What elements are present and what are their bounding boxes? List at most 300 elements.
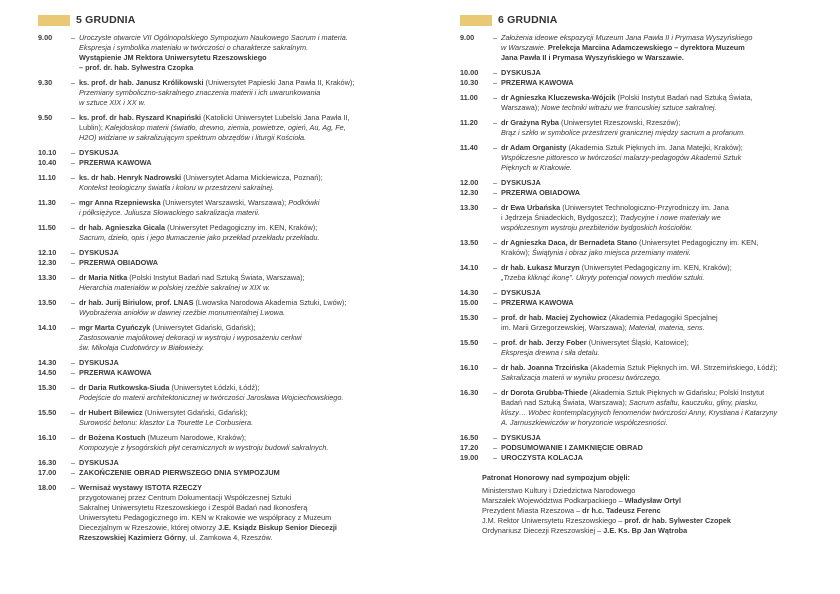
schedule-entry: [460, 263, 840, 283]
bold-text: dr hab. Agnieszka Gicala: [79, 223, 166, 232]
italic-text: w sztuce XIX i XX w.: [79, 98, 146, 107]
text-line: [501, 263, 840, 273]
schedule-entry: [38, 433, 423, 453]
text-segment: im. Marii Grzegorzewskiej, Warszawa);: [501, 323, 629, 332]
text-line: [501, 418, 840, 428]
bold-text: Prelekcja Marcina Adamczewskiego – dyrektora Muzeum: [547, 43, 745, 52]
text-line: [79, 493, 423, 503]
text-line: [79, 158, 423, 168]
text-line: [79, 133, 423, 143]
entry-time: 9.50: [38, 113, 53, 122]
bold-text: ks. dr hab. Henryk Nadrowski: [79, 173, 182, 182]
schedule-entry: [460, 33, 840, 63]
schedule-entry: [38, 258, 423, 268]
text-segment: J.M. Rektor Uniwersytetu Rzeszowskiego –: [482, 516, 625, 525]
italic-text: Podejście do materii architektonicznej w twórczości Jarosława Wojciechowskiego.: [79, 393, 344, 402]
text-line: [79, 258, 423, 268]
day-2-entries: [460, 33, 840, 463]
text-line: [79, 223, 423, 233]
bold-text: dr Agnieszka Daca, dr Bernadeta Stano: [501, 238, 637, 247]
schedule-entry: [460, 338, 840, 358]
italic-text: Surowość betonu: klasztor La Tourette Le Corbusiera.: [79, 418, 254, 427]
entry-time: 12.30: [38, 258, 57, 267]
entry-time: 10.40: [38, 158, 57, 167]
bold-text: ks. prof. dr hab. Ryszard Knapiński: [79, 113, 202, 122]
text-segment: (Uniwersytet Papieski Jana Pawła II, Kraków);: [203, 78, 355, 87]
entry-content: [79, 358, 423, 368]
entry-dash: –: [492, 298, 498, 307]
text-line: [501, 248, 840, 258]
text-line: [79, 33, 423, 43]
text-segment: (Uniwersytet Pedagogiczny im. KEN, Kraków);: [165, 223, 318, 232]
entry-time: 16.10: [38, 433, 57, 442]
text-line: [79, 123, 423, 133]
entry-time: 13.30: [38, 273, 57, 282]
italic-text: Brąz i szkło w symbolice przestrzeni granicznej między sacrum a profanum.: [501, 128, 746, 137]
text-segment: Kraków);: [501, 248, 532, 257]
entry-dash: –: [70, 408, 76, 417]
entry-dash: –: [492, 443, 498, 452]
entry-time: 16.50: [460, 433, 479, 442]
schedule-entry: [38, 33, 423, 73]
entry-content: [79, 148, 423, 158]
italic-text: Sakralizacja materii w wyniku procesu twórczego.: [501, 373, 662, 382]
text-line: [501, 273, 840, 283]
text-line: [79, 78, 423, 88]
entry-time: 9.30: [38, 78, 53, 87]
bold-text: J.E. Ksiądz Biskup Senior Diecezji: [218, 523, 337, 532]
text-line: [501, 78, 840, 88]
italic-text: Zastosowanie majolikowej dekoracji w wystroju i wyposażeniu cerkwi: [79, 333, 302, 342]
text-segment: (Uniwersytet Śląski, Katowice);: [586, 338, 689, 347]
text-segment: Diecezjalnym w Rzeszowie, której otworzy: [79, 523, 219, 532]
bold-text: dr Bożena Kostuch: [79, 433, 146, 442]
patrons-title: Patronat Honorowy nad sympozjum objęli:: [482, 473, 630, 482]
entry-content: [79, 198, 423, 218]
entry-time: 9.00: [460, 33, 475, 42]
text-line: [501, 373, 840, 383]
text-segment: (Polski Instytut Badań nad Sztuką Świata, Warszawa);: [127, 273, 305, 282]
text-segment: (Lwowska Narodowa Akademia Sztuki, Lwów);: [193, 298, 347, 307]
entry-content: [501, 453, 840, 463]
entry-time: 13.50: [38, 298, 57, 307]
bold-text: Władysław Ortyl: [624, 496, 682, 505]
bold-text: Jana Pawła II i Prymasa Wyszyńskiego w Warszawie.: [501, 53, 684, 62]
text-segment: (Akademia Sztuk Pięknych w Gdańsku; Polski Instytut: [587, 388, 765, 397]
entry-dash: –: [492, 203, 498, 212]
text-line: [501, 338, 840, 348]
entry-dash: –: [70, 383, 76, 392]
schedule-entry: [38, 483, 423, 543]
entry-content: [501, 68, 840, 78]
bold-text: DYSKUSJA: [501, 288, 541, 297]
italic-text: Wyobrażenia aniołów w dawnej rzeźbie monumentalnej Lwowa.: [79, 308, 286, 317]
text-line: [79, 233, 423, 243]
text-line: [79, 343, 423, 353]
text-line: [79, 208, 423, 218]
entry-dash: –: [70, 358, 76, 367]
entry-time: 10.00: [460, 68, 479, 77]
patrons-section: [460, 473, 840, 536]
entry-time: 12.00: [460, 178, 479, 187]
entry-content: [79, 408, 423, 428]
text-line: [501, 223, 840, 233]
text-line: [79, 393, 423, 403]
text-line: [501, 213, 840, 223]
text-line: [482, 486, 840, 496]
bold-text: prof. dr hab. Jerzy Fober: [501, 338, 587, 347]
entry-content: [501, 188, 840, 198]
text-line: [79, 298, 423, 308]
text-segment: Lublin);: [79, 123, 105, 132]
entry-dash: –: [492, 338, 498, 347]
entry-dash: –: [70, 173, 76, 182]
text-line: [79, 113, 423, 123]
entry-content: [501, 313, 840, 333]
text-line: [79, 308, 423, 318]
text-segment: Ministerstwo Kultury i Dziedzictwa Narodowego: [482, 486, 636, 495]
text-line: [501, 103, 840, 113]
entry-dash: –: [492, 263, 498, 272]
entry-content: [79, 323, 423, 353]
bold-text: dr h.c. Tadeusz Ferenc: [582, 506, 661, 515]
text-segment: (Uniwersytet Adama Mickiewicza, Poznań);: [181, 173, 323, 182]
entry-time: 14.10: [38, 323, 57, 332]
bold-text: prof. dr hab. Maciej Zychowicz: [501, 313, 607, 322]
bold-text: dr Dorota Grubba-Thiede: [501, 388, 588, 397]
italic-text: Założenia ideowe ekspozycji Muzeum Jana Pawła II i Prymasa Wyszyńskiego: [501, 33, 753, 42]
schedule-entry: [460, 68, 840, 78]
schedule-entry: [460, 203, 840, 233]
text-line: [501, 33, 840, 43]
bold-text: mgr Marta Cyuńczyk: [79, 323, 151, 332]
text-line: [79, 273, 423, 283]
accent-bar: [460, 15, 492, 26]
day-1-title: 5 GRUDNIA: [76, 14, 136, 26]
entry-time: 17.20: [460, 443, 479, 452]
text-line: [482, 496, 840, 506]
bold-text: ks. prof. dr hab. Janusz Królikowski: [79, 78, 204, 87]
schedule-entry: [460, 298, 840, 308]
bold-text: PODSUMOWANIE I ZAMKNIĘCIE OBRAD: [501, 443, 643, 452]
bold-text: DYSKUSJA: [501, 178, 541, 187]
entry-dash: –: [492, 188, 498, 197]
day-1-column: [38, 13, 423, 548]
bold-text: dr Agnieszka Kluczewska-Wójcik: [501, 93, 616, 102]
entry-dash: –: [492, 68, 498, 77]
entry-content: [79, 158, 423, 168]
entry-content: [501, 78, 840, 88]
entry-time: 15.30: [460, 313, 479, 322]
accent-bar: [38, 15, 70, 26]
text-segment: , ul. Zamkowa 4, Rzeszów.: [185, 533, 273, 542]
text-segment: Marszałek Województwa Podkarpackiego –: [482, 496, 625, 505]
bold-text: prof. dr hab. Sylwester Czopek: [624, 516, 731, 525]
bold-text: DYSKUSJA: [79, 148, 119, 157]
schedule-entry: [460, 93, 840, 113]
entry-dash: –: [492, 93, 498, 102]
entry-time: 14.30: [38, 358, 57, 367]
entry-time: 14.30: [460, 288, 479, 297]
text-segment: (Muzeum Narodowe, Kraków);: [145, 433, 247, 442]
schedule-entry: [460, 118, 840, 138]
schedule-entry: [460, 388, 840, 428]
entry-content: [501, 298, 840, 308]
text-line: [79, 148, 423, 158]
entry-content: [79, 78, 423, 108]
text-line: [501, 163, 840, 173]
italic-text: kliszy… Wobec kontemplacyjnych fenomenów twórczości Anny, Krystiana i Katarzyny: [501, 408, 778, 417]
text-line: [79, 198, 423, 208]
entry-time: 11.20: [460, 118, 478, 127]
schedule-entry: [38, 458, 423, 468]
bold-text: PRZERWA OBIADOWA: [501, 188, 581, 197]
italic-text: Kontekst teologiczny światła i koloru w przestrzeni sakralnej.: [79, 183, 275, 192]
bold-text: dr Hubert Bilewicz: [79, 408, 143, 417]
schedule-entry: [38, 113, 423, 143]
bold-text: DYSKUSJA: [501, 433, 541, 442]
text-segment: Prezydent Miasta Rzeszowa –: [482, 506, 583, 515]
schedule-entry: [38, 198, 423, 218]
text-line: [501, 348, 840, 358]
text-segment: i Jędrzeja Śniadeckich, Bydgoszcz);: [501, 213, 620, 222]
entry-content: [79, 113, 423, 143]
text-line: [79, 513, 423, 523]
schedule-entry: [460, 178, 840, 188]
italic-text: Materiał, materia, sens.: [628, 323, 705, 332]
text-segment: Ordynariusz Diecezji Rzeszowskiej –: [482, 526, 604, 535]
entry-dash: –: [70, 158, 76, 167]
text-segment: (Akademia Sztuk Pięknych im. Jana Matejki, Kraków);: [566, 143, 743, 152]
italic-text: Kalejdoskop materii (światło, drewno, ziemia, powietrze, ogień, Au, Ag, Fe,: [104, 123, 346, 132]
text-segment: Warszawa);: [501, 103, 542, 112]
entry-dash: –: [492, 78, 498, 87]
bold-text: dr hab. Joanna Trzcińska: [501, 363, 589, 372]
entry-dash: –: [492, 433, 498, 442]
entry-content: [79, 458, 423, 468]
entry-content: [79, 173, 423, 193]
entry-time: 10.30: [460, 78, 479, 87]
text-line: [79, 368, 423, 378]
text-line: [501, 388, 840, 398]
italic-text: Hierarchia materiałów w polskiej rzeźbie sakralnej w XIX w.: [79, 283, 271, 292]
entry-dash: –: [492, 238, 498, 247]
entry-time: 17.00: [38, 468, 57, 477]
text-line: [79, 523, 423, 533]
text-line: [501, 118, 840, 128]
entry-dash: –: [492, 453, 498, 462]
bold-text: PRZERWA KAWOWA: [501, 78, 574, 87]
text-segment: (Uniwersytet Gdański, Gdańsk);: [142, 408, 248, 417]
entry-content: [501, 363, 840, 383]
bold-text: dr Adam Organisty: [501, 143, 567, 152]
text-line: [501, 188, 840, 198]
entry-content: [501, 93, 840, 113]
text-line: [501, 203, 840, 213]
italic-text: Pięknych w Krakowie.: [501, 163, 572, 172]
entry-time: 13.50: [460, 238, 479, 247]
bold-text: dr Ewa Urbańska: [501, 203, 561, 212]
text-line: [501, 153, 840, 163]
schedule-entry: [460, 238, 840, 258]
text-line: [501, 143, 840, 153]
entry-time: 15.00: [460, 298, 479, 307]
entry-dash: –: [70, 78, 76, 87]
entry-dash: –: [492, 33, 498, 42]
text-line: [501, 53, 840, 63]
text-segment: (Polski Instytut Badań nad Sztuką Świata,: [615, 93, 753, 102]
schedule-entry: [38, 223, 423, 243]
text-line: [79, 98, 423, 108]
entry-content: [501, 33, 840, 63]
bold-text: Wystąpienie JM Rektora Uniwersytetu Rzeszowskiego: [79, 53, 267, 62]
bold-text: dr hab. Łukasz Murzyn: [501, 263, 580, 272]
bold-text: ZAKOŃCZENIE OBRAD PIERWSZEGO DNIA SYMPOZJUM: [79, 468, 280, 477]
text-line: [79, 503, 423, 513]
entry-dash: –: [492, 178, 498, 187]
text-segment: (Uniwersytet Warszawski, Warszawa);: [160, 198, 289, 207]
entry-time: 9.00: [38, 33, 53, 42]
entry-dash: –: [70, 148, 76, 157]
bold-text: dr Grażyna Ryba: [501, 118, 559, 127]
bold-text: dr Daria Rutkowska-Siuda: [79, 383, 170, 392]
entry-time: 12.10: [38, 248, 57, 257]
text-line: [79, 408, 423, 418]
italic-text: H2O) widziane w sakralizującym spektrum obrzędów i liturgii Kościoła.: [79, 133, 307, 142]
entry-time: 14.10: [460, 263, 479, 272]
entry-dash: –: [70, 273, 76, 282]
italic-text: i półksiężyce. Juliusza Słowackiego sakralizacja materii.: [79, 208, 260, 217]
entry-dash: –: [70, 433, 76, 442]
entry-dash: –: [492, 288, 498, 297]
text-line: [501, 443, 840, 453]
entry-time: 16.30: [460, 388, 479, 397]
schedule-entry: [38, 298, 423, 318]
entry-dash: –: [492, 313, 498, 322]
text-line: [79, 173, 423, 183]
text-line: [79, 323, 423, 333]
bold-text: Wernisaż wystawy ISTOTA RZECZY: [79, 483, 202, 492]
entry-time: 11.50: [38, 223, 56, 232]
italic-text: Kompozycje z łysogórskich płyt ceramicznych w wystroju budowli sakralnych.: [79, 443, 329, 452]
italic-text: Podkówki: [288, 198, 320, 207]
day-2-header: [460, 13, 840, 27]
italic-text: „Trzeba kliknąć ikonę”. Ukryty potencjał nowych mediów sztuki.: [501, 273, 705, 282]
schedule-entry: [38, 158, 423, 168]
entry-dash: –: [492, 388, 498, 397]
entry-content: [501, 288, 840, 298]
entry-dash: –: [492, 143, 498, 152]
entry-dash: –: [70, 113, 76, 122]
entry-time: 18.00: [38, 483, 57, 492]
italic-text: Tradycyjne i nowe materiały we: [619, 213, 721, 222]
schedule-entry: [460, 363, 840, 383]
text-segment: (Akademia Sztuk Pięknych im. Wł. Strzemińskiego, Łódź);: [588, 363, 778, 372]
text-line: [501, 68, 840, 78]
schedule-entry: [460, 453, 840, 463]
entry-content: [79, 368, 423, 378]
text-line: [79, 53, 423, 63]
schedule-entry: [38, 148, 423, 158]
text-segment: (Katolicki Uniwersytet Lubelski Jana Pawła II,: [201, 113, 350, 122]
text-segment: Sakralnej Uniwersytetu Rzeszowskiego i Zespół Badań nad Ikonosferą: [79, 503, 308, 512]
entry-content: [79, 258, 423, 268]
entry-content: [501, 443, 840, 453]
text-line: [501, 453, 840, 463]
text-segment: Badań nad Sztuką Świata, Warszawa);: [501, 398, 629, 407]
entry-content: [79, 483, 423, 543]
entry-dash: –: [492, 118, 498, 127]
day-2-column: [460, 13, 840, 536]
entry-content: [79, 298, 423, 318]
italic-text: Świątynia i obraz jako miejsca przemiany materii.: [531, 248, 691, 257]
italic-text: w Warszawie.: [501, 43, 548, 52]
text-line: [501, 323, 840, 333]
entry-dash: –: [70, 198, 76, 207]
bold-text: PRZERWA KAWOWA: [501, 298, 574, 307]
entry-dash: –: [70, 458, 76, 467]
bold-text: DYSKUSJA: [501, 68, 541, 77]
entry-dash: –: [70, 298, 76, 307]
entry-time: 13.30: [460, 203, 479, 212]
bold-text: dr hab. Jurij Biriulow, prof. LNAS: [79, 298, 194, 307]
text-line: [482, 506, 840, 516]
schedule-entry: [38, 273, 423, 293]
text-line: [501, 313, 840, 323]
entry-content: [79, 273, 423, 293]
entry-time: 11.00: [460, 93, 478, 102]
italic-text: Współczesne pittoresco w twórczości malarzy-pedagogów Akademii Sztuk: [501, 153, 742, 162]
schedule-entry: [38, 468, 423, 478]
text-segment: (Uniwersytet Technologiczno-Przyrodniczy im. Jana: [560, 203, 729, 212]
text-line: [501, 363, 840, 373]
entry-content: [501, 388, 840, 428]
text-line: [501, 128, 840, 138]
text-segment: (Uniwersytet Pedagogiczny im. KEN, Kraków);: [579, 263, 732, 272]
entry-dash: –: [70, 368, 76, 377]
entry-time: 15.30: [38, 383, 57, 392]
entry-time: 16.10: [460, 363, 479, 372]
schedule-entry: [460, 313, 840, 333]
entry-dash: –: [70, 468, 76, 477]
italic-text: św. Mikołaja Cudotwórcy w Białowieży.: [79, 343, 205, 352]
entry-content: [79, 433, 423, 453]
text-line: [501, 408, 840, 418]
text-line: [79, 468, 423, 478]
schedule-entry: [38, 358, 423, 368]
text-segment: przygotowanej przez Centrum Dokumentacji Współczesnej Sztuki: [79, 493, 292, 502]
bold-text: dr Maria Nitka: [79, 273, 128, 282]
schedule-entry: [460, 288, 840, 298]
bold-text: PRZERWA KAWOWA: [79, 158, 152, 167]
entry-time: 19.00: [460, 453, 479, 462]
entry-content: [501, 178, 840, 188]
text-line: [79, 183, 423, 193]
text-line: [79, 483, 423, 493]
entry-content: [79, 33, 423, 73]
day-1-entries: [38, 33, 423, 543]
entry-time: 11.30: [38, 198, 56, 207]
text-line: [501, 398, 840, 408]
schedule-entry: [38, 323, 423, 353]
entry-content: [501, 143, 840, 173]
entry-content: [501, 338, 840, 358]
bold-text: Rzeszowskiej Kazimierz Górny: [79, 533, 186, 542]
bold-text: DYSKUSJA: [79, 248, 119, 257]
text-line: [501, 178, 840, 188]
text-segment: (Uniwersytet Pedagogiczny im. KEN,: [636, 238, 759, 247]
day-1-header: [38, 13, 423, 27]
